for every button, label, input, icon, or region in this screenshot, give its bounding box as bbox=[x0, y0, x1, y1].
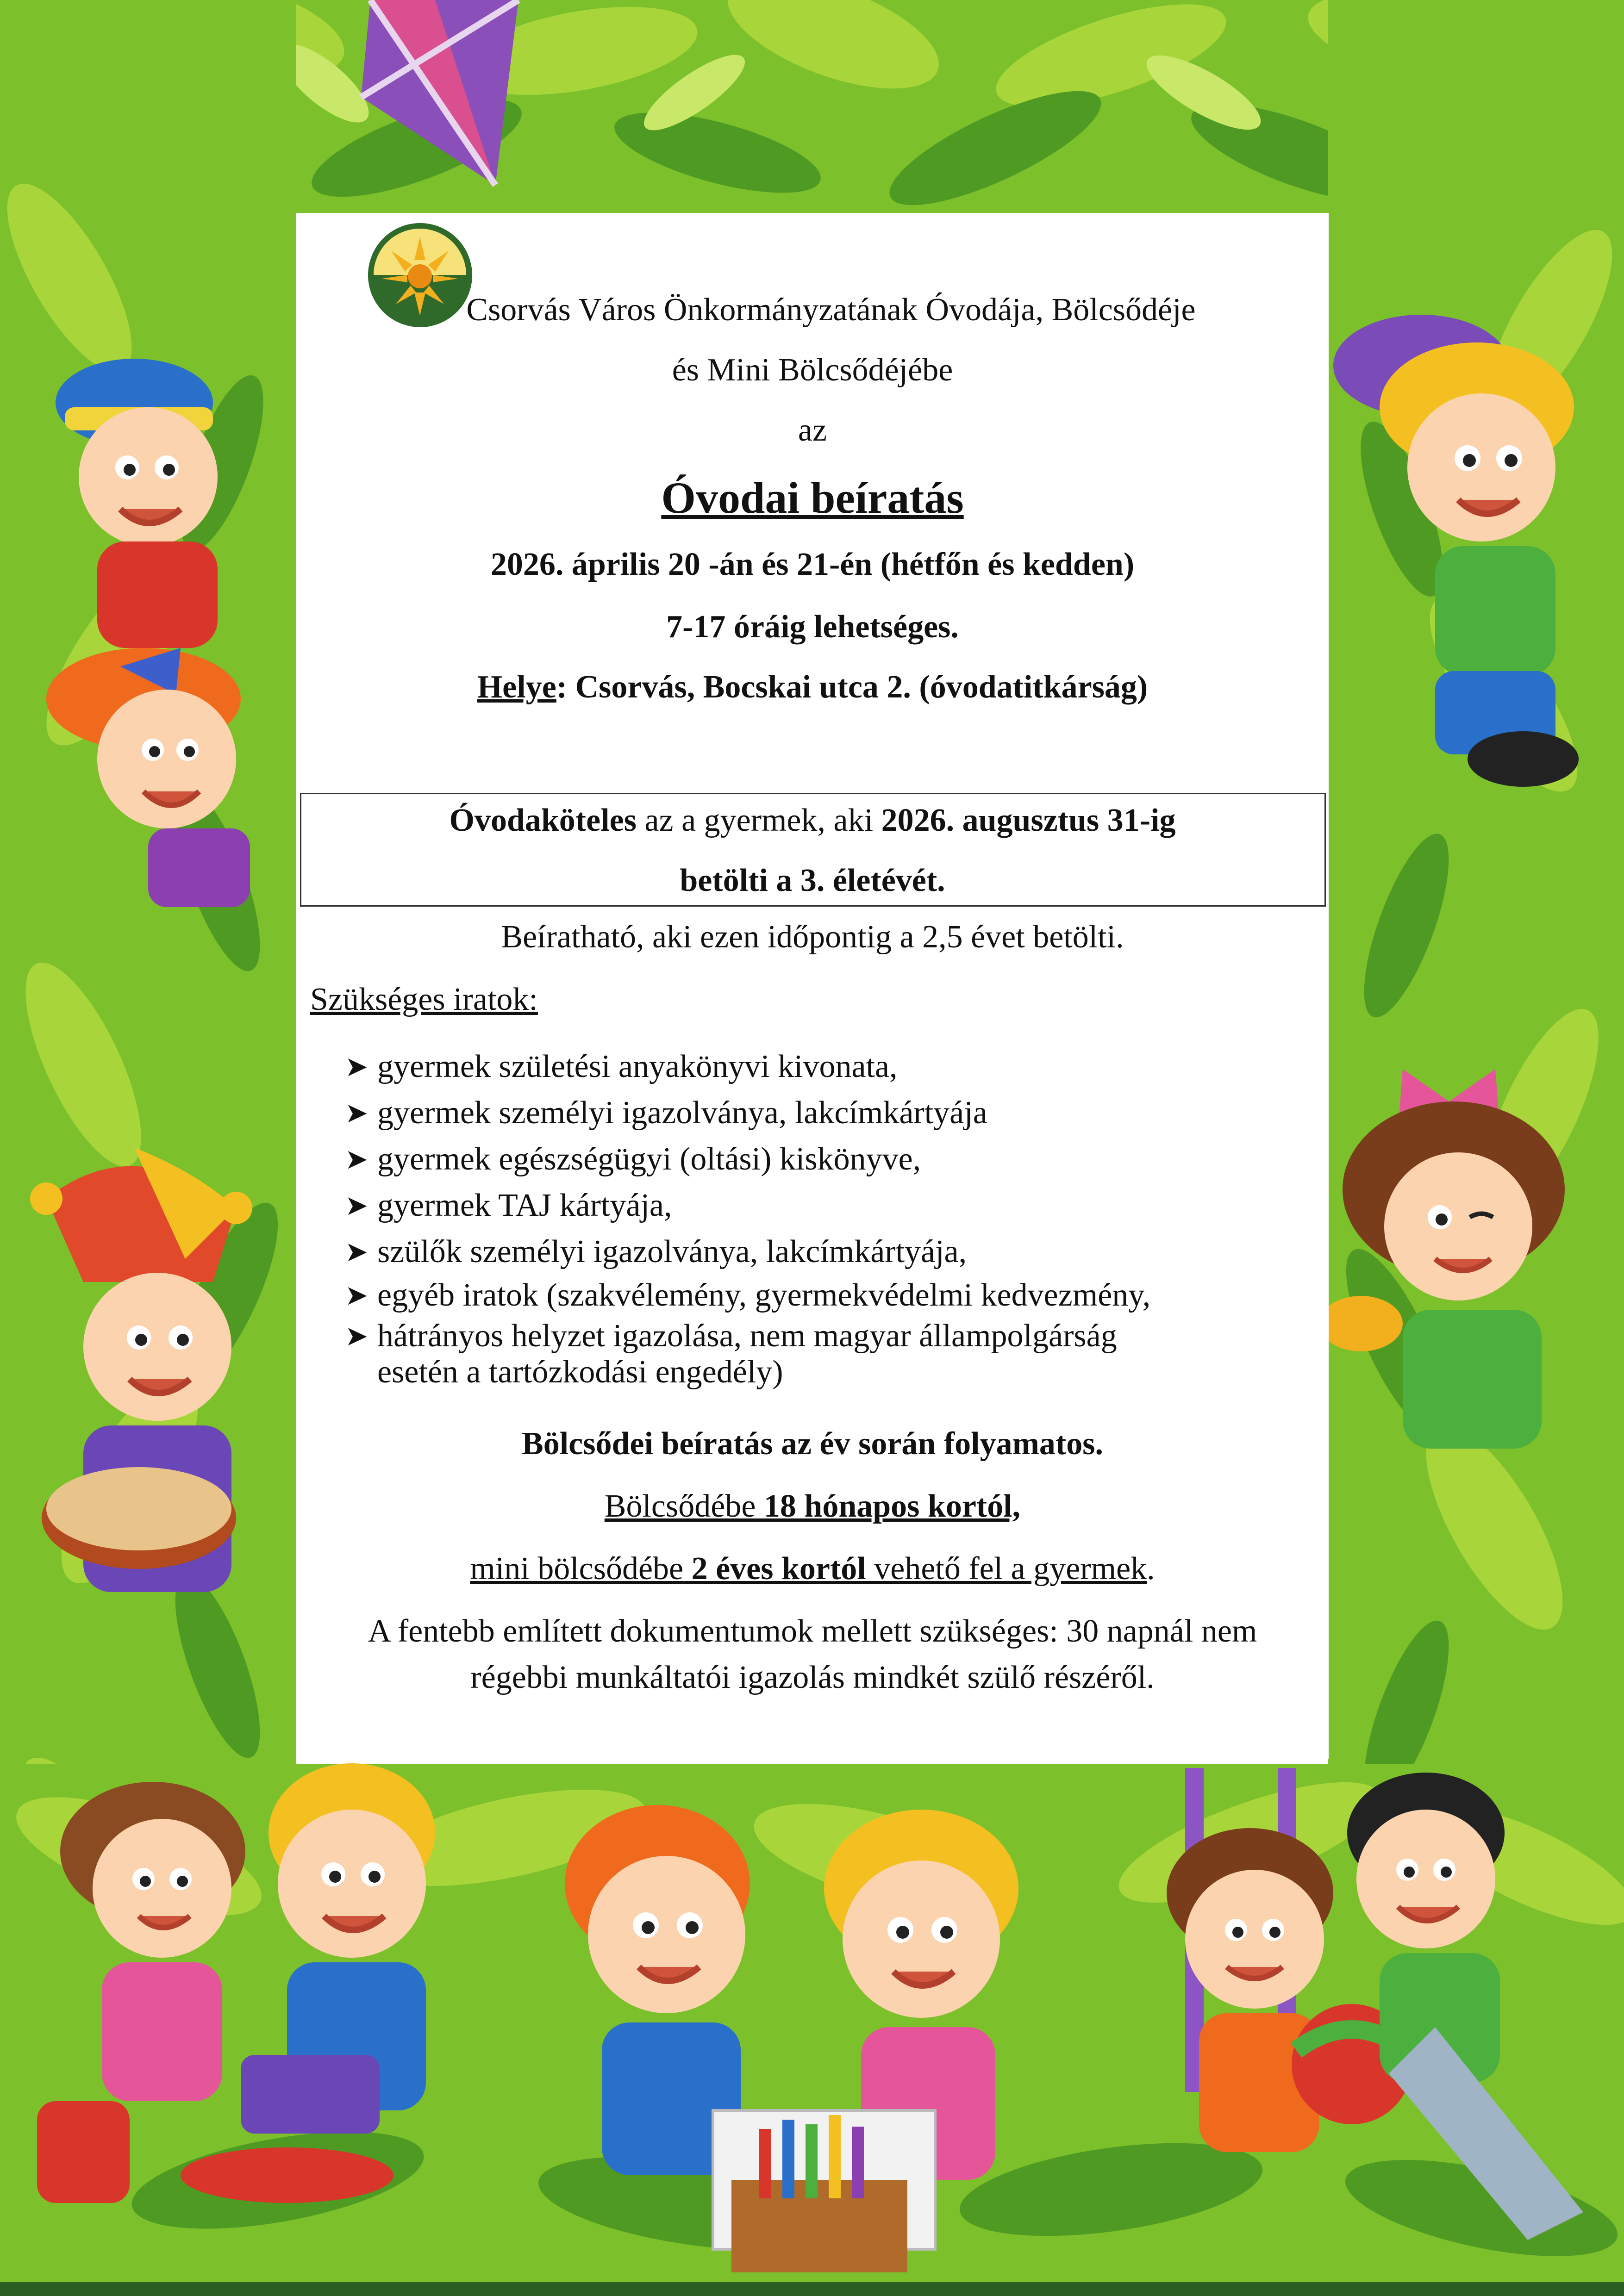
obligation-mid: az a gyermek, aki bbox=[636, 803, 881, 838]
mini-nursery-term: mini bölcsődébe bbox=[470, 1551, 684, 1587]
enrollment-dates: 2026. április 20 -án és 21-én (hétfőn és kedden) bbox=[490, 547, 1135, 582]
list-item: ➤ gyermek születési anyakönyvi kivonata, bbox=[345, 1044, 1317, 1090]
enrollment-location bbox=[296, 669, 1329, 706]
kid-jester-illustration bbox=[19, 1129, 296, 1592]
page-title: Óvodai beíratás bbox=[661, 473, 964, 523]
eligible-line: Beíratható, aki ezen időpontig a 2,5 évet betölti. bbox=[501, 919, 1124, 955]
nursery-note-line2: régebbi munkáltatói igazolás mindkét szülő részéről. bbox=[470, 1660, 1155, 1695]
documents-label: Szükséges iratok: bbox=[310, 982, 538, 1017]
arrow-bullet-icon: ➤ bbox=[345, 1052, 369, 1082]
mini-nursery-period: . bbox=[1147, 1551, 1155, 1587]
list-item: ➤ egyéb iratok (szakvélemény, gyermekvédelmi kedvezmény, bbox=[345, 1275, 1317, 1316]
kid-blue-cap-illustration bbox=[28, 324, 287, 648]
enrollment-hours: 7-17 óráig lehetséges. bbox=[666, 609, 959, 645]
nursery-note-line1: A fentebb említett dokumentumok mellett szükséges: 30 napnál nem bbox=[368, 1613, 1257, 1649]
arrow-bullet-icon: ➤ bbox=[345, 1098, 369, 1128]
kite-illustration bbox=[343, 0, 537, 204]
location-value: : Csorvás, Bocskai utca 2. (óvodatitkárság) bbox=[556, 669, 1148, 705]
list-item: ➤ hátrányos helyzet igazolása, nem magyar állampolgárság bbox=[345, 1316, 1317, 1356]
arrow-bullet-icon: ➤ bbox=[345, 1144, 369, 1175]
list-item: ➤ szülők személyi igazolványa, lakcímkártyája, bbox=[345, 1229, 1317, 1275]
arrow-bullet-icon: ➤ bbox=[345, 1237, 369, 1267]
obligation-line2: betölti a 3. életévét. bbox=[680, 863, 945, 898]
kids-group-bottom-illustration bbox=[0, 1749, 1624, 2282]
list-item: ➤ gyermek egészségügyi (oltási) kiskönyve, bbox=[345, 1136, 1317, 1182]
location-label: Helye bbox=[477, 669, 556, 705]
obligation-line1 bbox=[296, 802, 1329, 839]
org-name-line1: Csorvás Város Önkormányzatának Óvodája, Bölcsődéje bbox=[466, 292, 1196, 328]
list-item: ➤ gyermek személyi igazolványa, lakcímkártyája bbox=[345, 1090, 1317, 1136]
nursery-line1 bbox=[296, 1488, 1329, 1525]
nursery-line2 bbox=[296, 1550, 1329, 1587]
org-name-line2: és Mini Bölcsődéjébe bbox=[672, 352, 953, 388]
list-item: ➤ gyermek TAJ kártyája, bbox=[345, 1182, 1317, 1229]
bottom-strip bbox=[0, 2282, 1624, 2296]
kid-purple-cap-illustration bbox=[1329, 287, 1616, 796]
nursery-heading: Bölcsődei beíratás az év során folyamatos. bbox=[522, 1426, 1103, 1462]
mini-nursery-age: 2 éves kortól bbox=[683, 1551, 866, 1587]
kid-pink-bow-illustration bbox=[1329, 1051, 1616, 1449]
obligation-term: Óvodaköteles bbox=[449, 803, 637, 838]
documents-continuation: esetén a tartózkodási engedély) bbox=[377, 1354, 783, 1390]
obligation-deadline: 2026. augusztus 31-ig bbox=[881, 803, 1176, 838]
mini-nursery-rest: vehető fel a gyermek bbox=[866, 1551, 1147, 1587]
arrow-bullet-icon: ➤ bbox=[345, 1280, 369, 1311]
arrow-bullet-icon: ➤ bbox=[345, 1321, 369, 1351]
nursery-age: 18 hónapos kortól, bbox=[756, 1488, 1021, 1524]
nursery-term: Bölcsődébe bbox=[604, 1488, 756, 1524]
documents-list bbox=[345, 1044, 1317, 1356]
arrow-bullet-icon: ➤ bbox=[345, 1190, 369, 1221]
kid-orange-hair-illustration bbox=[28, 639, 287, 907]
org-name-line3: az bbox=[798, 412, 827, 448]
